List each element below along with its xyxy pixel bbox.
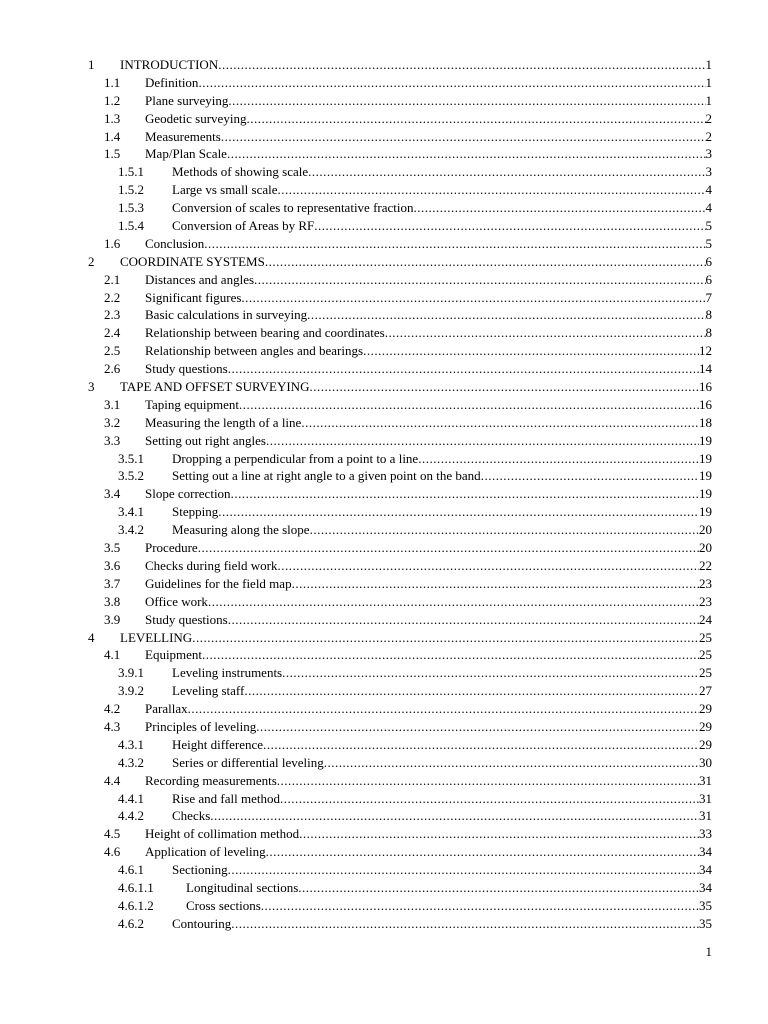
- toc-entry[interactable]: [0, 843, 768, 861]
- toc-entry-title: Height of collimation method: [145, 826, 300, 842]
- toc-entry-number: 3.6: [104, 557, 121, 573]
- toc-entry-leader: [120, 253, 712, 271]
- toc-entry-page: 19: [699, 486, 712, 502]
- toc-entry-leader: [172, 450, 712, 468]
- toc-entry[interactable]: [0, 646, 768, 664]
- toc-entry[interactable]: [0, 557, 768, 575]
- dot-leader: [363, 342, 699, 360]
- dot-leader: [418, 450, 699, 468]
- dot-leader: [385, 324, 706, 342]
- toc-entry-page: 22: [699, 557, 712, 573]
- toc-entry-leader: [172, 754, 712, 772]
- toc-entry-leader: [172, 736, 712, 754]
- toc-entry[interactable]: [0, 253, 768, 271]
- toc-entry-number: 1.6: [104, 235, 121, 251]
- toc-entry-title: Conversion of Areas by RF: [172, 218, 315, 234]
- dot-leader: [244, 682, 699, 700]
- toc-entry-leader: [120, 378, 712, 396]
- toc-entry-leader: [145, 611, 712, 629]
- toc-entry-leader: [172, 807, 712, 825]
- toc-entry[interactable]: [0, 736, 768, 754]
- toc-entry-title: Height difference: [172, 736, 264, 752]
- toc-entry-leader: [172, 217, 712, 235]
- toc-entry-title: Application of leveling: [145, 844, 266, 860]
- toc-entry-title: Study questions: [145, 611, 228, 627]
- toc-entry[interactable]: [0, 56, 768, 74]
- dot-leader: [282, 664, 699, 682]
- toc-entry-title: INTRODUCTION: [120, 57, 219, 72]
- toc-entry-title: Office work: [145, 593, 208, 609]
- toc-entry-number: 4.5: [104, 826, 121, 842]
- toc-entry-page: 16: [699, 396, 712, 412]
- toc-entry-number: 1: [88, 57, 95, 72]
- toc-entry-leader: [145, 825, 712, 843]
- toc-entry-number: 4.6.1.2: [118, 897, 154, 913]
- toc-entry-number: 1.5.2: [118, 182, 144, 198]
- toc-entry[interactable]: [0, 74, 768, 92]
- dot-leader: [231, 915, 699, 933]
- toc-entry-number: 1.4: [104, 128, 121, 144]
- toc-entry-number: 3.8: [104, 593, 121, 609]
- toc-entry-leader: [145, 110, 712, 128]
- toc-entry-number: 3.1: [104, 396, 121, 412]
- toc-entry-page: 3: [705, 146, 712, 162]
- toc-entry-leader: [120, 629, 712, 647]
- toc-entry-leader: [145, 342, 712, 360]
- toc-entry[interactable]: [0, 235, 768, 253]
- toc-entry-title: Study questions: [145, 361, 228, 377]
- toc-entry[interactable]: [0, 181, 768, 199]
- toc-entry-title: Measuring along the slope: [172, 522, 310, 538]
- toc-entry-page: 19: [699, 504, 712, 520]
- toc-entry[interactable]: [0, 378, 768, 396]
- toc-entry-page: 2: [705, 110, 712, 126]
- toc-entry-leader: [172, 467, 712, 485]
- toc-entry-page: 29: [699, 718, 712, 734]
- toc-entry-title: Map/Plan Scale: [145, 146, 227, 162]
- toc-entry-page: 25: [699, 665, 712, 681]
- toc-entry[interactable]: [0, 879, 768, 897]
- toc-entry-page: 34: [699, 844, 712, 860]
- toc-entry-title: Longitudinal sections: [186, 879, 299, 895]
- toc-entry[interactable]: [0, 664, 768, 682]
- toc-entry-leader: [172, 861, 712, 879]
- table-of-contents: [0, 56, 768, 933]
- toc-entry-page: 2: [705, 128, 712, 144]
- dot-leader: [310, 521, 699, 539]
- dot-leader: [198, 539, 699, 557]
- toc-entry-number: 3.9.2: [118, 683, 144, 699]
- toc-entry[interactable]: [0, 450, 768, 468]
- toc-entry-title: Relationship between bearing and coordinates: [145, 325, 385, 341]
- toc-entry[interactable]: [0, 432, 768, 450]
- toc-entry-page: 31: [699, 808, 712, 824]
- toc-entry[interactable]: [0, 324, 768, 342]
- toc-entry[interactable]: [0, 521, 768, 539]
- toc-entry[interactable]: [0, 772, 768, 790]
- toc-entry-page: 1: [705, 74, 712, 90]
- toc-entry-number: 1.5.1: [118, 164, 144, 180]
- toc-entry[interactable]: [0, 360, 768, 378]
- toc-entry-title: Setting out a line at right angle to a given point on the band: [172, 468, 481, 484]
- dot-leader: [228, 360, 699, 378]
- toc-entry-page: 4: [705, 200, 712, 216]
- toc-entry-page: 8: [705, 325, 712, 341]
- toc-entry-number: 2.3: [104, 307, 121, 323]
- dot-leader: [314, 217, 705, 235]
- toc-entry-leader: [145, 646, 712, 664]
- toc-entry-page: 5: [705, 218, 712, 234]
- toc-entry[interactable]: [0, 682, 768, 700]
- toc-entry-number: 3: [88, 379, 95, 395]
- toc-entry-number: 2.4: [104, 325, 121, 341]
- toc-entry-leader: [145, 432, 712, 450]
- dot-leader: [228, 861, 699, 879]
- toc-entry-number: 3.5.1: [118, 450, 144, 466]
- toc-entry-number: 2.5: [104, 343, 121, 359]
- toc-entry-title: TAPE AND OFFSET SURVEYING: [120, 379, 310, 395]
- toc-entry[interactable]: [0, 790, 768, 808]
- toc-entry-title: Recording measurements: [145, 772, 277, 788]
- toc-entry-number: 1.2: [104, 92, 121, 108]
- toc-entry-page: 34: [699, 862, 712, 878]
- toc-entry-leader: [172, 163, 712, 181]
- toc-entry-number: 4: [88, 629, 95, 645]
- toc-entry-page: 30: [699, 754, 712, 770]
- toc-entry-title: Sectioning: [172, 862, 228, 878]
- dot-leader: [263, 736, 699, 754]
- toc-entry-page: 23: [699, 593, 712, 609]
- dot-leader: [188, 700, 699, 718]
- dot-leader: [241, 289, 705, 307]
- toc-entry[interactable]: [0, 503, 768, 521]
- toc-entry-number: 2.6: [104, 361, 121, 377]
- toc-entry-page: 8: [705, 307, 712, 323]
- toc-entry-page: 6: [705, 253, 712, 269]
- toc-entry[interactable]: [0, 199, 768, 217]
- toc-entry-title: Definition: [145, 74, 199, 90]
- toc-entry[interactable]: [0, 145, 768, 163]
- toc-entry[interactable]: [0, 396, 768, 414]
- toc-entry[interactable]: [0, 700, 768, 718]
- toc-entry-page: 6: [705, 271, 712, 287]
- dot-leader: [239, 396, 699, 414]
- toc-entry-page: 24: [699, 611, 712, 627]
- dot-leader: [299, 825, 699, 843]
- toc-entry-title: Slope correction: [145, 486, 231, 502]
- toc-entry-page: 25: [699, 647, 712, 663]
- dot-leader: [308, 163, 705, 181]
- toc-entry-title: Series or differential leveling: [172, 754, 324, 770]
- dot-leader: [221, 128, 706, 146]
- toc-entry-leader: [145, 718, 712, 736]
- dot-leader: [210, 807, 699, 825]
- toc-entry-page: 34: [699, 879, 712, 895]
- toc-entry[interactable]: [0, 467, 768, 485]
- toc-entry-page: 29: [699, 701, 712, 717]
- toc-entry[interactable]: [0, 593, 768, 611]
- dot-leader: [292, 575, 699, 593]
- toc-entry-number: 3.5.2: [118, 468, 144, 484]
- toc-entry[interactable]: [0, 289, 768, 307]
- toc-entry-number: 3.5: [104, 540, 121, 556]
- toc-entry-number: 4.3.2: [118, 754, 144, 770]
- dot-leader: [208, 593, 699, 611]
- dot-leader: [202, 646, 699, 664]
- toc-entry-title: Geodetic surveying: [145, 110, 247, 126]
- dot-leader: [280, 790, 699, 808]
- toc-entry-page: 5: [705, 235, 712, 251]
- toc-entry-leader: [172, 503, 712, 521]
- toc-entry[interactable]: [0, 128, 768, 146]
- toc-entry-number: 1.1: [104, 74, 121, 90]
- toc-entry-leader: [145, 843, 712, 861]
- toc-entry-leader: [145, 235, 712, 253]
- toc-entry-number: 4.6: [104, 844, 121, 860]
- toc-entry-leader: [145, 271, 712, 289]
- dot-leader: [298, 879, 699, 897]
- toc-entry-title: Dropping a perpendicular from a point to a line: [172, 450, 419, 466]
- dot-leader: [256, 718, 699, 736]
- dot-leader: [228, 611, 699, 629]
- toc-entry-number: 4.3.1: [118, 736, 144, 752]
- dot-leader: [301, 414, 699, 432]
- toc-entry-page: 4: [705, 182, 712, 198]
- toc-entry-title: Significant figures: [145, 289, 242, 305]
- toc-entry-title: Measuring the length of a line: [145, 414, 302, 430]
- toc-entry-page: 19: [699, 450, 712, 466]
- toc-entry[interactable]: [0, 92, 768, 110]
- toc-entry[interactable]: [0, 342, 768, 360]
- dot-leader: [324, 754, 699, 772]
- dot-leader: [246, 110, 705, 128]
- toc-entry-number: 3.9.1: [118, 665, 144, 681]
- toc-entry[interactable]: [0, 414, 768, 432]
- dot-leader: [204, 235, 705, 253]
- toc-entry-page: 23: [699, 575, 712, 591]
- toc-entry-title: Measurements: [145, 128, 221, 144]
- toc-entry[interactable]: [0, 271, 768, 289]
- toc-entry[interactable]: [0, 807, 768, 825]
- toc-entry-leader: [120, 56, 712, 74]
- toc-entry[interactable]: [0, 754, 768, 772]
- toc-entry-leader: [172, 521, 712, 539]
- toc-entry-title: LEVELLING: [120, 629, 193, 645]
- toc-entry-leader: [186, 879, 712, 897]
- toc-entry-page: 16: [699, 379, 712, 395]
- toc-entry-leader: [145, 539, 712, 557]
- toc-entry-leader: [172, 664, 712, 682]
- toc-entry-title: Setting out right angles: [145, 432, 266, 448]
- toc-entry-leader: [145, 700, 712, 718]
- toc-entry-number: 4.3: [104, 718, 121, 734]
- toc-entry-title: Basic calculations in surveying: [145, 307, 308, 323]
- toc-entry-page: 1: [705, 57, 712, 72]
- toc-entry-leader: [145, 306, 712, 324]
- page-number: 1: [705, 944, 712, 959]
- toc-entry-page: 20: [699, 540, 712, 556]
- toc-entry-leader: [145, 92, 712, 110]
- dot-leader: [218, 56, 705, 74]
- toc-entry-leader: [145, 575, 712, 593]
- toc-entry-number: 4.4: [104, 772, 121, 788]
- toc-entry-title: Checks: [172, 808, 211, 824]
- toc-entry-page: 1: [705, 92, 712, 108]
- toc-entry-leader: [145, 360, 712, 378]
- toc-entry-leader: [172, 790, 712, 808]
- toc-entry-page: 35: [699, 897, 712, 913]
- toc-entry-leader: [145, 485, 712, 503]
- toc-entry-title: Principles of leveling: [145, 718, 257, 734]
- toc-entry-leader: [172, 682, 712, 700]
- toc-entry-leader: [145, 772, 712, 790]
- toc-entry-number: 4.6.2: [118, 915, 144, 931]
- toc-entry[interactable]: [0, 306, 768, 324]
- dot-leader: [254, 271, 705, 289]
- toc-entry-title: Equipment: [145, 647, 203, 663]
- toc-entry-leader: [172, 915, 712, 933]
- dot-leader: [277, 772, 699, 790]
- toc-entry[interactable]: [0, 110, 768, 128]
- toc-entry-page: 25: [699, 629, 712, 645]
- toc-entry-number: 3.4.2: [118, 522, 144, 538]
- dot-leader: [192, 629, 699, 647]
- toc-entry[interactable]: [0, 915, 768, 933]
- toc-entry-leader: [145, 414, 712, 432]
- toc-entry-title: Procedure: [145, 540, 198, 556]
- toc-entry-leader: [145, 128, 712, 146]
- toc-entry[interactable]: [0, 163, 768, 181]
- dot-leader: [414, 199, 706, 217]
- toc-entry-number: 2: [88, 253, 95, 269]
- dot-leader: [265, 253, 706, 271]
- toc-entry-number: 1.5.4: [118, 218, 144, 234]
- dot-leader: [231, 485, 699, 503]
- toc-entry-page: 27: [699, 683, 712, 699]
- toc-entry-title: Leveling staff: [172, 683, 245, 699]
- toc-entry-title: Leveling instruments: [172, 665, 283, 681]
- toc-entry-number: 4.6.1.1: [118, 879, 154, 895]
- dot-leader: [261, 897, 699, 915]
- toc-entry-number: 3.4.1: [118, 504, 144, 520]
- toc-entry-page: 12: [699, 343, 712, 359]
- toc-entry-number: 1.3: [104, 110, 121, 126]
- toc-entry-page: 19: [699, 432, 712, 448]
- toc-entry-title: Relationship between angles and bearings: [145, 343, 364, 359]
- toc-entry-title: Parallax: [145, 701, 188, 717]
- toc-entry-page: 29: [699, 736, 712, 752]
- toc-entry-page: 33: [699, 826, 712, 842]
- toc-entry-number: 4.4.1: [118, 790, 144, 806]
- toc-entry-title: Cross sections: [186, 897, 261, 913]
- toc-entry-leader: [145, 289, 712, 307]
- toc-entry-number: 4.1: [104, 647, 121, 663]
- toc-entry-page: 14: [699, 361, 712, 377]
- toc-entry-number: 4.2: [104, 701, 121, 717]
- dot-leader: [481, 467, 699, 485]
- dot-leader: [309, 378, 699, 396]
- toc-entry-title: Methods of showing scale: [172, 164, 309, 180]
- toc-entry-page: 3: [705, 164, 712, 180]
- toc-entry[interactable]: [0, 825, 768, 843]
- toc-entry-title: Conclusion: [145, 235, 205, 251]
- toc-entry-leader: [172, 181, 712, 199]
- dot-leader: [198, 74, 705, 92]
- dot-leader: [266, 432, 699, 450]
- toc-entry-number: 3.9: [104, 611, 121, 627]
- dot-leader: [266, 843, 699, 861]
- toc-entry-title: Stepping: [172, 504, 219, 520]
- toc-entry-title: COORDINATE SYSTEMS: [120, 253, 265, 269]
- toc-entry-title: Conversion of scales to representative fraction: [172, 200, 414, 216]
- toc-entry-page: 35: [699, 915, 712, 931]
- toc-entry-number: 3.3: [104, 432, 121, 448]
- toc-entry-title: Contouring: [172, 915, 232, 931]
- toc-entry[interactable]: [0, 629, 768, 647]
- toc-entry-leader: [145, 557, 712, 575]
- toc-entry-page: 18: [699, 414, 712, 430]
- toc-entry[interactable]: [0, 861, 768, 879]
- toc-entry-title: Checks during field work: [145, 557, 278, 573]
- dot-leader: [227, 145, 706, 163]
- toc-entry-page: 20: [699, 522, 712, 538]
- toc-entry[interactable]: [0, 575, 768, 593]
- toc-entry-leader: [172, 199, 712, 217]
- dot-leader: [307, 306, 705, 324]
- toc-entry[interactable]: [0, 217, 768, 235]
- toc-entry-number: 4.6.1: [118, 862, 144, 878]
- toc-entry-number: 3.4: [104, 486, 121, 502]
- toc-entry-number: 2.2: [104, 289, 121, 305]
- toc-entry-page: 19: [699, 468, 712, 484]
- toc-entry-leader: [145, 593, 712, 611]
- toc-entry[interactable]: [0, 485, 768, 503]
- toc-entry-title: Guidelines for the field map: [145, 575, 292, 591]
- toc-entry-title: Distances and angles: [145, 271, 255, 287]
- toc-entry-title: Rise and fall method: [172, 790, 280, 806]
- toc-entry-page: 31: [699, 790, 712, 806]
- toc-entry[interactable]: [0, 539, 768, 557]
- toc-entry-number: 3.2: [104, 414, 121, 430]
- toc-entry-number: 1.5.3: [118, 200, 144, 216]
- toc-entry-title: Large vs small scale: [172, 182, 278, 198]
- dot-leader: [278, 181, 706, 199]
- toc-entry-leader: [145, 324, 712, 342]
- toc-entry[interactable]: [0, 718, 768, 736]
- toc-entry-number: 1.5: [104, 146, 121, 162]
- toc-entry-page: 7: [705, 289, 712, 305]
- dot-leader: [228, 92, 705, 110]
- toc-entry[interactable]: [0, 897, 768, 915]
- toc-entry-page: 31: [699, 772, 712, 788]
- toc-entry-number: 4.4.2: [118, 808, 144, 824]
- toc-entry-leader: [145, 396, 712, 414]
- toc-entry-title: Plane surveying: [145, 92, 229, 108]
- toc-entry-number: 2.1: [104, 271, 121, 287]
- toc-entry-leader: [145, 74, 712, 92]
- toc-entry-number: 3.7: [104, 575, 121, 591]
- dot-leader: [278, 557, 699, 575]
- toc-entry[interactable]: [0, 611, 768, 629]
- toc-entry-leader: [186, 897, 712, 915]
- toc-entry-leader: [145, 145, 712, 163]
- toc-entry-title: Taping equipment: [145, 396, 240, 412]
- dot-leader: [218, 503, 699, 521]
